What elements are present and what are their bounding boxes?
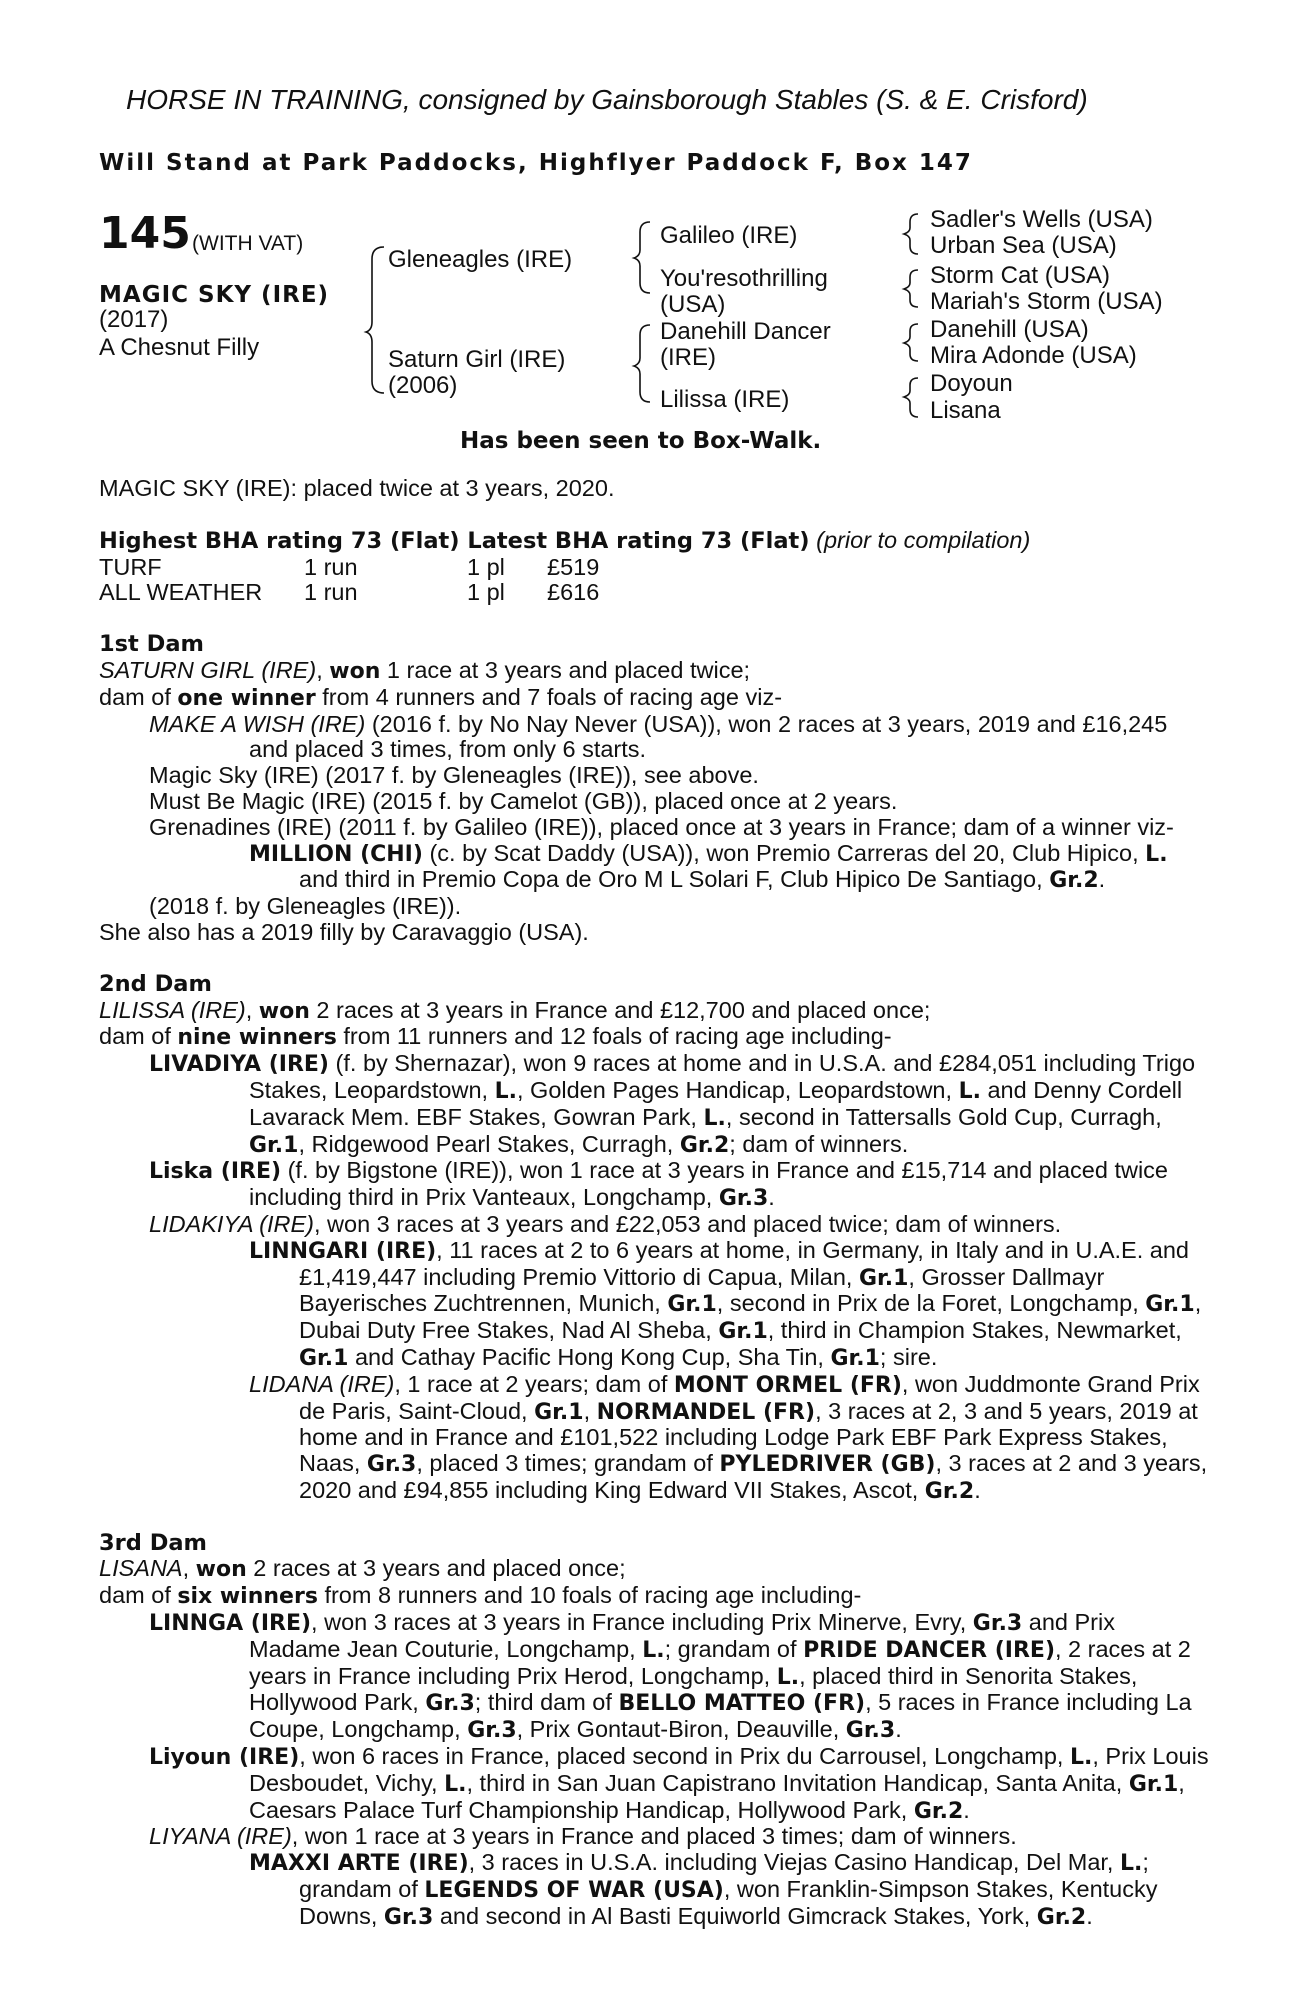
box-walk-note: Has been seen to Box-Walk. xyxy=(460,428,822,454)
pedigree-dam-year: (2006) xyxy=(388,372,458,399)
produce-entry: LIYANA (IRE), won 1 race at 3 years in France and placed 3 times; dam of winners. xyxy=(149,1823,1017,1850)
pedigree-dss: Danehill (USA) xyxy=(930,316,1089,343)
ratings-row-turf: TURF 1 run 1 pl £519 xyxy=(99,553,600,580)
consignment-line: HORSE IN TRAINING, consigned by Gainsborough Stables (S. & E. Crisford) xyxy=(126,84,1088,115)
first-dam-record: SATURN GIRL (IRE), won 1 race at 3 years and placed twice; xyxy=(99,656,751,684)
produce-entry: Must Be Magic (IRE) (2015 f. by Camelot (GB)), placed once at 2 years. xyxy=(149,787,898,814)
third-dam-heading: 3rd Dam xyxy=(99,1529,207,1556)
third-dam-produce: dam of six winners from 8 runners and 10 foals of racing age including- xyxy=(99,1582,862,1610)
pedigree-sire: Gleneagles (IRE) xyxy=(388,246,573,273)
pedigree-dsd: Mira Adonde (USA) xyxy=(930,342,1137,369)
produce-sub-entry: MAXXI ARTE (IRE), 3 races in U.S.A. including Viejas Casino Handicap, Del Mar, L.; grandam of LEGENDS OF WAR (USA), won Franklin-Simpson Stakes, Kentucky Downs, Gr.3 and second in Al Basti Equiworld Gimcrack Stakes, York, Gr.2. xyxy=(249,1849,1158,1930)
produce-entry: MAKE A WISH (IRE) (2016 f. by No Nay Never (USA)), won 2 races at 3 years, 2019 and £16,245 and placed 3 times, from only 6 starts. xyxy=(149,710,1168,763)
horse-name: MAGIC SKY (IRE) xyxy=(99,282,330,308)
pedigree-sdd: Mariah's Storm (USA) xyxy=(930,288,1163,315)
produce-entry: LIVADIYA (IRE) (f. by Shernazar), won 9 races at home and in U.S.A. and £284,051 including Trigo Stakes, Leopardstown, L., Golden Pages Handicap, Leopardstown, L. and Denny Cordell Lavarack Mem. EBF Stakes, Gowran Park, L., second in Tattersalls Gold Cup, Curragh, Gr.1, Ridgewood Pearl Stakes, Curragh, Gr.2; dam of winners. xyxy=(149,1050,1196,1158)
pedigree-dam-sire: Danehill Dancer xyxy=(660,318,831,345)
second-dam-record: LILISSA (IRE), won 2 races at 3 years in France and £12,700 and placed once; xyxy=(99,996,931,1024)
produce-entry: Grenadines (IRE) (2011 f. by Galileo (IRE)), placed once at 3 years in France; dam of a winner viz- xyxy=(149,813,1174,840)
foaling-year: (2017) xyxy=(99,306,169,333)
race-summary: MAGIC SKY (IRE): placed twice at 3 years, 2020. xyxy=(99,475,615,501)
third-dam-record: LISANA, won 2 races at 3 years and placed once; xyxy=(99,1555,626,1583)
produce-entry: Liyoun (IRE), won 6 races in France, placed second in Prix du Carrousel, Longchamp, L., Prix Louis Desboudet, Vichy, L., third in San Juan Capistrano Invitation Handicap, Santa Anita, Gr.1, Caesars Palace Turf Championship Handicap, Hollywood Park, Gr.2. xyxy=(149,1743,1209,1824)
produce-entry: LINNGA (IRE), won 3 races at 3 years in France including Prix Minerve, Evry, Gr.3 and Prix Madame Jean Couturie, Longchamp, L.; grandam of PRIDE DANCER (IRE), 2 races at 2 years in France including Prix Herod, Longchamp, L., placed third in Senorita Stakes, Hollywood Park, Gr.3; third dam of BELLO MATTEO (FR), 5 races in France including La Coupe, Longchamp, Gr.3, Prix Gontaut-Biron, Deauville, Gr.3. xyxy=(149,1609,1192,1744)
produce-entry: LIDAKIYA (IRE), won 3 races at 3 years and £22,053 and placed twice; dam of winners. xyxy=(149,1210,1062,1237)
pedigree-sire-sire: Galileo (IRE) xyxy=(660,222,798,249)
first-dam-heading: 1st Dam xyxy=(99,631,204,658)
pedigree-dds: Doyoun xyxy=(930,370,1013,397)
produce-sub-entry: LINNGARI (IRE), 11 races at 2 to 6 years at home, in Germany, in Italy and in U.A.E. and £1,419,447 including Premio Vittorio di Capua, Milan, Gr.1, Grosser Dallmayr Bayerisches Zuchtrennen, Munich, Gr.1, second in Prix de la Foret, Longchamp, Gr.1, Dubai Duty Free Stakes, Nad Al Sheba, Gr.1, third in Champion Stakes, Newmarket, Gr.1 and Cathay Pacific Hong Kong Cup, Sha Tin, Gr.1; sire. xyxy=(249,1236,1202,1371)
pedigree-sss: Sadler's Wells (USA) xyxy=(930,206,1153,233)
pedigree-ssd: Urban Sea (USA) xyxy=(930,232,1117,259)
vat-note: (WITH VAT) xyxy=(192,232,304,255)
pedigree-dam: Saturn Girl (IRE) xyxy=(388,346,566,373)
pedigree-sds: Storm Cat (USA) xyxy=(930,262,1111,289)
produce-entry: Liska (IRE) (f. by Bigstone (IRE)), won 1 race at 3 years in France and £15,714 and placed twice including third in Prix Vanteaux, Longchamp, Gr.3. xyxy=(149,1157,1169,1212)
second-dam-produce: dam of nine winners from 11 runners and 12 foals of racing age including- xyxy=(99,1023,892,1051)
produce-sub-entry: MILLION (CHI) (c. by Scat Daddy (USA)), won Premio Carreras del 20, Club Hipico, L. and third in Premio Copa de Oro M L Solari F, Club Hipico De Santiago, Gr.2. xyxy=(249,839,1168,894)
horse-description: A Chesnut Filly xyxy=(99,334,260,361)
bha-ratings: Highest BHA rating 73 (Flat) Latest BHA rating 73 (Flat) (prior to compilation) xyxy=(99,526,1031,554)
pedigree-sire-dam-country: (USA) xyxy=(660,291,726,318)
produce-sub-entry: LIDANA (IRE), 1 race at 2 years; dam of MONT ORMEL (FR), won Juddmonte Grand Prix de Paris, Saint-Cloud, Gr.1, NORMANDEL (FR), 3 races at 2, 3 and 5 years, 2019 at home and in France and £101,522 including Lodge Park EBF Park Express Stakes, Naas, Gr.3, placed 3 times; grandam of PYLEDRIVER (GB), 3 races at 2 and 3 years, 2020 and £94,855 including King Edward VII Stakes, Ascot, Gr.2. xyxy=(249,1370,1208,1504)
stand-location: Will Stand at Park Paddocks, Highflyer Paddock F, Box 147 xyxy=(99,150,973,176)
second-dam-heading: 2nd Dam xyxy=(99,970,212,997)
produce-entry: Magic Sky (IRE) (2017 f. by Gleneagles (IRE)), see above. xyxy=(149,762,759,789)
produce-entry: She also has a 2019 filly by Caravaggio (USA). xyxy=(99,918,589,945)
pedigree-dam-sire-country: (IRE) xyxy=(660,344,716,371)
pedigree-sire-dam: You'resothrilling xyxy=(660,265,828,292)
pedigree-dam-dam: Lilissa (IRE) xyxy=(660,386,790,413)
produce-entry: (2018 f. by Gleneagles (IRE)). xyxy=(149,893,462,920)
ratings-row-all-weather: ALL WEATHER 1 run 1 pl £616 xyxy=(99,579,600,606)
catalogue-body xyxy=(99,476,1209,1931)
lot-number: 145 xyxy=(99,208,191,259)
first-dam-produce: dam of one winner from 4 runners and 7 foals of racing age viz- xyxy=(99,683,783,711)
pedigree-ddd: Lisana xyxy=(930,397,1001,424)
